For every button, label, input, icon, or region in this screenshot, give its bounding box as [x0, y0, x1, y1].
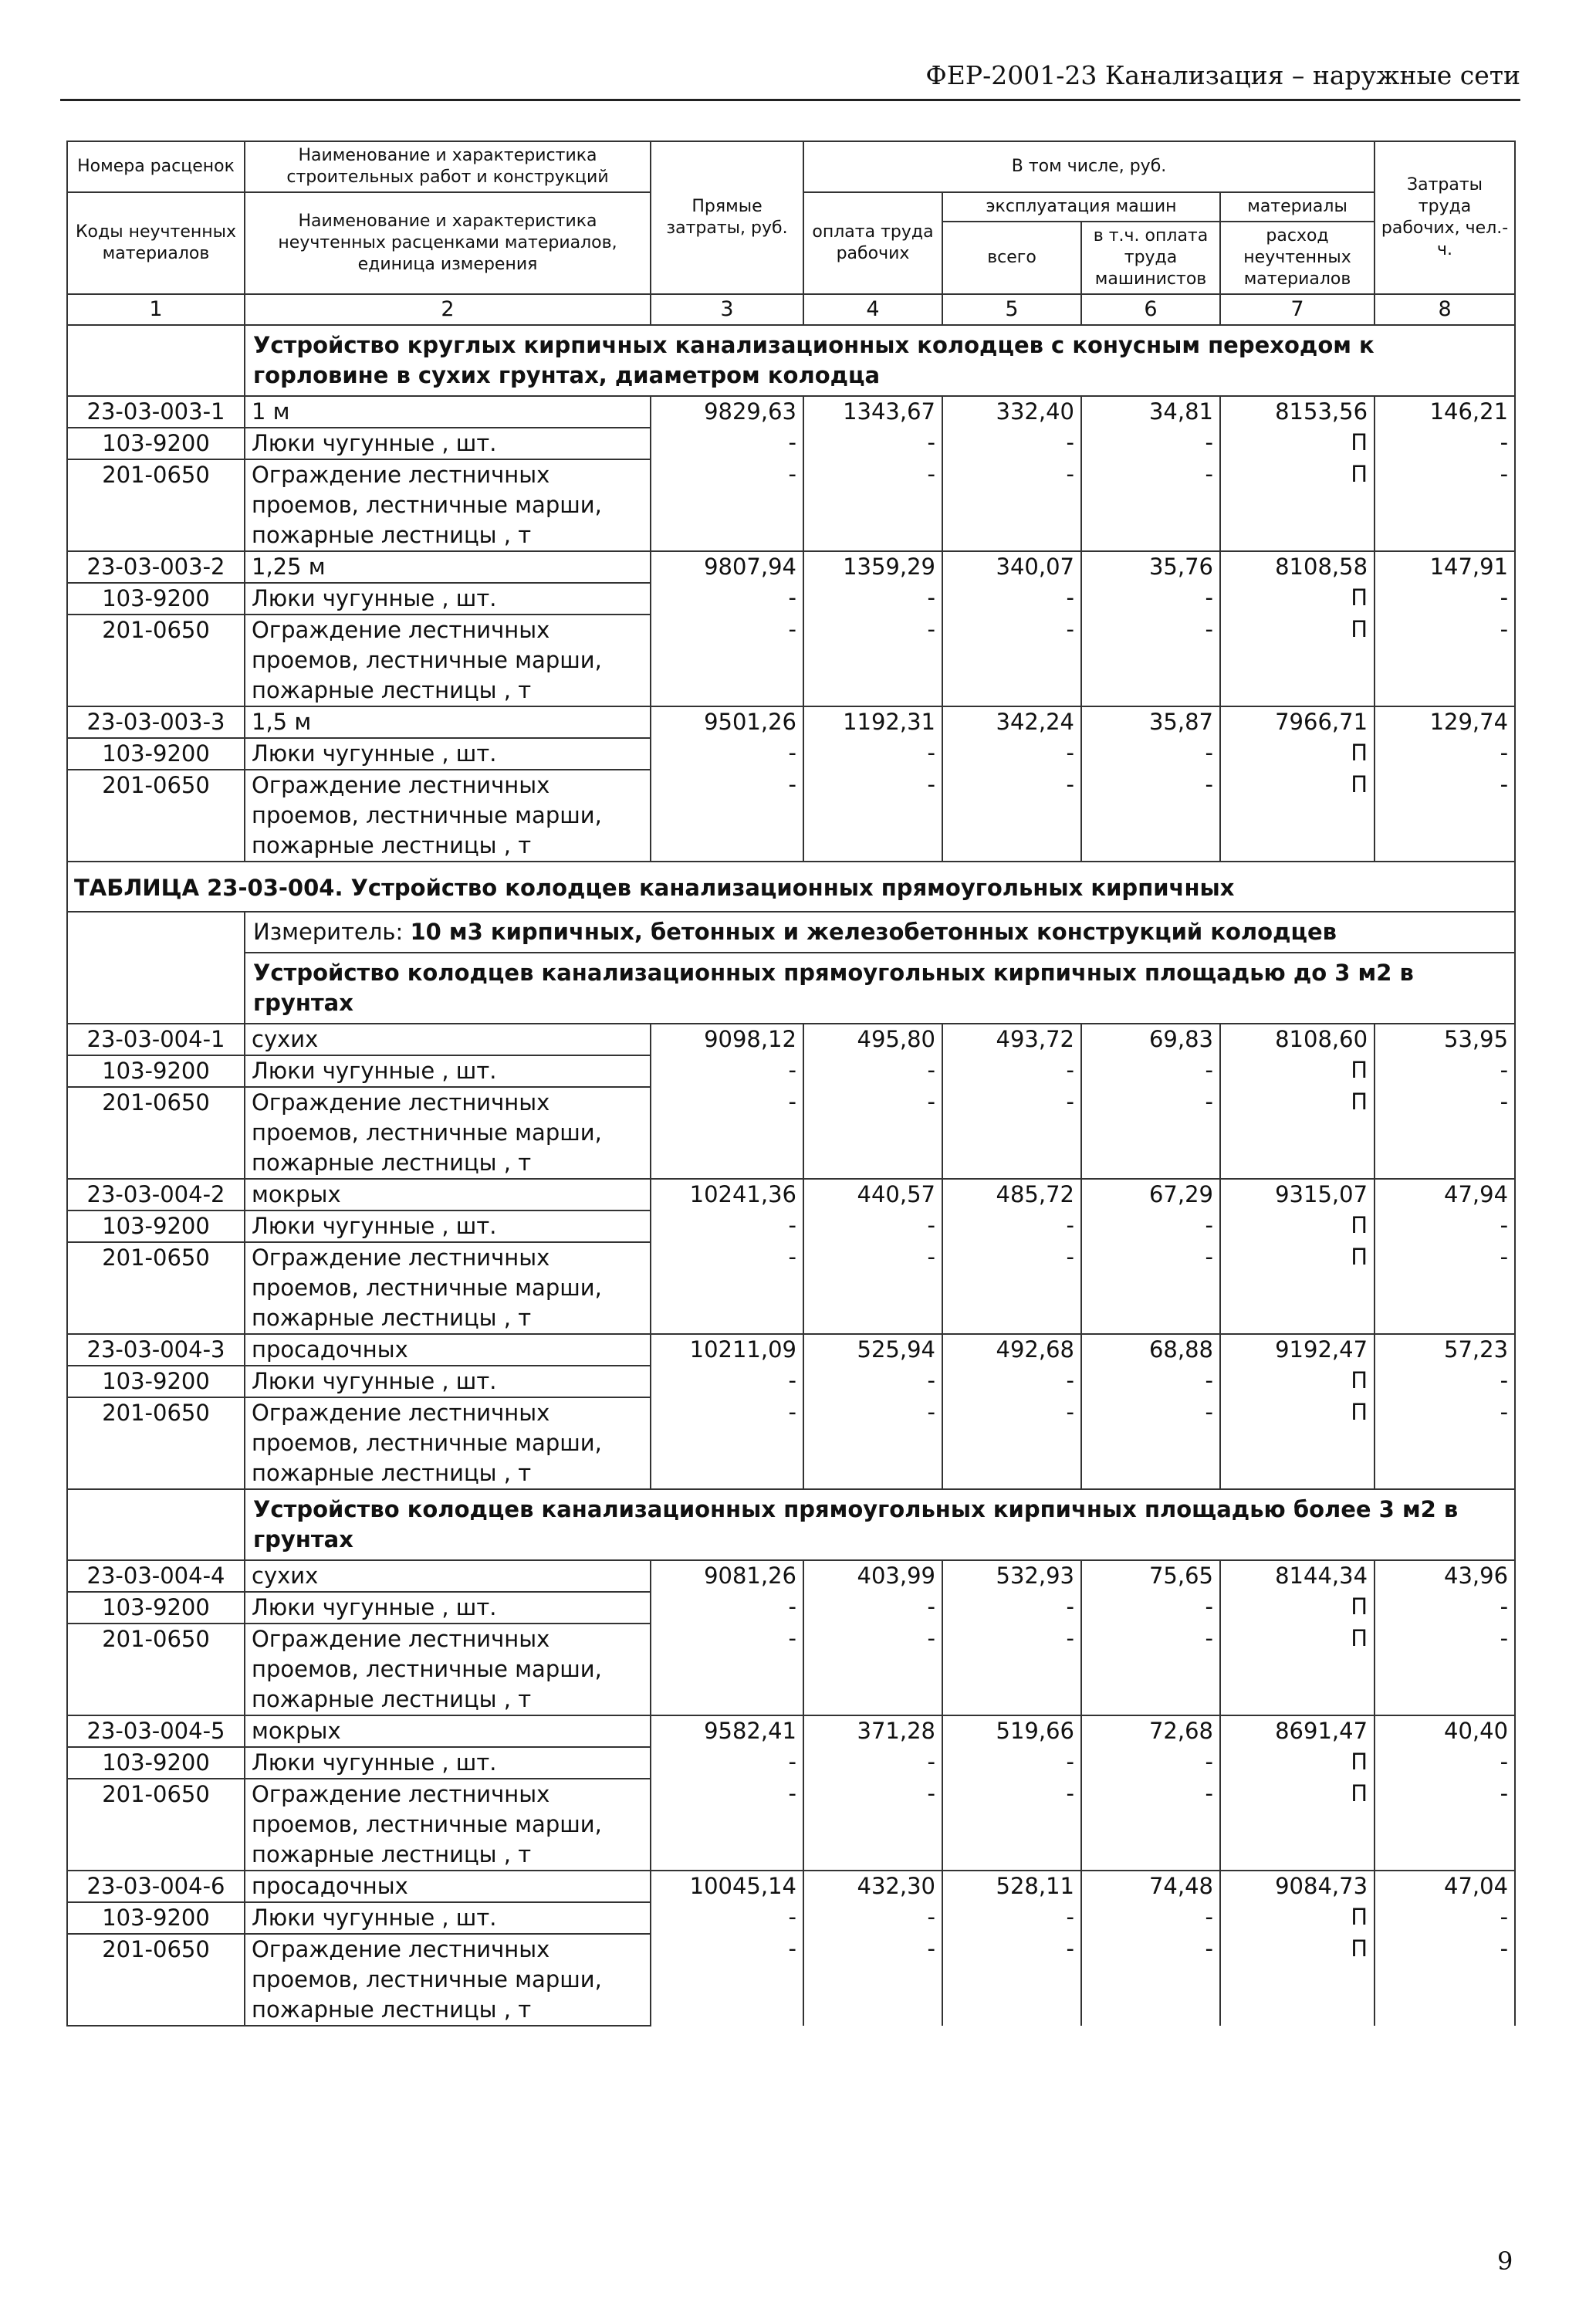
material-code: 103-9200 — [67, 1055, 245, 1087]
material-wages: - — [803, 738, 942, 770]
material-name: Люки чугунные , шт. — [245, 1592, 651, 1624]
material-machinist-wages: - — [1081, 615, 1220, 706]
rate-row — [67, 1871, 1515, 1902]
material-row — [67, 1934, 1515, 2026]
header-machines: эксплуатация машин — [942, 192, 1220, 222]
material-name: Ограждение лестничных проемов, лестничные марши, пожарные лестницы , т — [245, 770, 651, 862]
material-code: 201-0650 — [67, 615, 245, 706]
rate-code: 23-03-004-4 — [67, 1560, 245, 1592]
rate-value-c6: 74,48 — [1081, 1871, 1220, 1902]
material-labor: - — [1375, 1747, 1515, 1779]
material-labor: - — [1375, 1902, 1515, 1934]
rate-value-c5: 493,72 — [942, 1024, 1081, 1055]
material-row — [67, 1055, 1515, 1087]
material-labor: - — [1375, 583, 1515, 615]
material-machines-total: - — [942, 1747, 1081, 1779]
rate-row — [67, 1715, 1515, 1747]
rate-code: 23-03-003-1 — [67, 396, 245, 428]
rate-name: 1,5 м — [245, 706, 651, 738]
material-row — [67, 1210, 1515, 1242]
rate-value-c5: 485,72 — [942, 1179, 1081, 1210]
section-title: Устройство колодцев канализационных прямоугольных кирпичных площадью до 3 м2 в грунтах — [245, 953, 1515, 1024]
material-labor: - — [1375, 1366, 1515, 1397]
material-machines-total: - — [942, 1779, 1081, 1871]
rate-row — [67, 551, 1515, 583]
material-code: 201-0650 — [67, 1934, 245, 2026]
col-num-8: 8 — [1375, 294, 1515, 325]
material-mark: П — [1220, 1366, 1375, 1397]
header-codes: Номера расценок — [67, 141, 245, 192]
header-machines-total: всего — [942, 222, 1081, 294]
material-labor: - — [1375, 1055, 1515, 1087]
rate-value-c3: 9098,12 — [651, 1024, 803, 1055]
material-direct-cost: - — [651, 1624, 803, 1715]
material-machines-total: - — [942, 770, 1081, 862]
section-heading-row — [67, 1489, 1515, 1560]
rate-name: 1,25 м — [245, 551, 651, 583]
material-wages: - — [803, 615, 942, 706]
material-code: 103-9200 — [67, 428, 245, 459]
material-code: 103-9200 — [67, 1902, 245, 1934]
material-machinist-wages: - — [1081, 1779, 1220, 1871]
rate-row — [67, 396, 1515, 428]
material-mark: П — [1220, 1210, 1375, 1242]
rate-name: 1 м — [245, 396, 651, 428]
material-wages: - — [803, 1934, 942, 2026]
header-rule — [60, 99, 1520, 101]
material-row — [67, 583, 1515, 615]
material-wages: - — [803, 1366, 942, 1397]
measure-label: Измеритель: — [253, 919, 411, 945]
material-mark: П — [1220, 1902, 1375, 1934]
material-machinist-wages: - — [1081, 1242, 1220, 1334]
rate-value-c5: 532,93 — [942, 1560, 1081, 1592]
material-machinist-wages: - — [1081, 1934, 1220, 2026]
material-labor: - — [1375, 1779, 1515, 1871]
material-machines-total: - — [942, 1087, 1081, 1179]
col-num-2: 2 — [245, 294, 651, 325]
measure — [245, 912, 1515, 953]
material-machines-total: - — [942, 615, 1081, 706]
material-machines-total: - — [942, 1055, 1081, 1087]
rate-value-c3: 10045,14 — [651, 1871, 803, 1902]
material-name: Люки чугунные , шт. — [245, 1902, 651, 1934]
section-title: Устройство круглых кирпичных канализационных колодцев с конусным переходом к горловине в сухих грунтах, диаметром колодца — [245, 325, 1515, 396]
material-labor: - — [1375, 738, 1515, 770]
material-name: Ограждение лестничных проемов, лестничные марши, пожарные лестницы , т — [245, 1087, 651, 1179]
material-machinist-wages: - — [1081, 738, 1220, 770]
header-works: Наименование и характеристика строительных работ и конструкций — [245, 141, 651, 192]
material-direct-cost: - — [651, 738, 803, 770]
rate-value-c4: 1343,67 — [803, 396, 942, 428]
header-materials-name: Наименование и характеристика неучтенных расценками материалов, единица измерения — [245, 192, 651, 294]
rate-value-c7: 8691,47 — [1220, 1715, 1375, 1747]
col-num-4: 4 — [803, 294, 942, 325]
material-wages: - — [803, 459, 942, 551]
rate-value-c7: 9315,07 — [1220, 1179, 1375, 1210]
material-labor: - — [1375, 459, 1515, 551]
material-machines-total: - — [942, 1934, 1081, 2026]
material-code: 201-0650 — [67, 1397, 245, 1489]
header-direct-costs: Прямые затраты, руб. — [651, 141, 803, 294]
rate-value-c5: 528,11 — [942, 1871, 1081, 1902]
measure-value: 10 м3 кирпичных, бетонных и железобетонных конструкций колодцев — [410, 919, 1337, 945]
material-machinist-wages: - — [1081, 1210, 1220, 1242]
material-machines-total: - — [942, 1210, 1081, 1242]
material-mark: П — [1220, 1087, 1375, 1179]
material-code: 103-9200 — [67, 1747, 245, 1779]
rate-value-c8: 146,21 — [1375, 396, 1515, 428]
rate-value-c4: 1192,31 — [803, 706, 942, 738]
material-mark: П — [1220, 1055, 1375, 1087]
rate-value-c7: 9084,73 — [1220, 1871, 1375, 1902]
material-machines-total: - — [942, 428, 1081, 459]
rate-code: 23-03-004-1 — [67, 1024, 245, 1055]
rate-value-c4: 432,30 — [803, 1871, 942, 1902]
material-name: Ограждение лестничных проемов, лестничные марши, пожарные лестницы , т — [245, 615, 651, 706]
material-wages: - — [803, 1397, 942, 1489]
rate-value-c8: 47,04 — [1375, 1871, 1515, 1902]
material-row — [67, 615, 1515, 706]
material-mark: П — [1220, 1934, 1375, 2026]
material-machinist-wages: - — [1081, 1055, 1220, 1087]
material-direct-cost: - — [651, 1592, 803, 1624]
material-labor: - — [1375, 428, 1515, 459]
rate-value-c8: 53,95 — [1375, 1024, 1515, 1055]
main-content — [66, 141, 1514, 2026]
rate-value-c8: 147,91 — [1375, 551, 1515, 583]
material-direct-cost: - — [651, 1779, 803, 1871]
material-name: Люки чугунные , шт. — [245, 1210, 651, 1242]
material-row — [67, 1592, 1515, 1624]
rate-value-c3: 9501,26 — [651, 706, 803, 738]
price-table — [66, 141, 1516, 2026]
material-machinist-wages: - — [1081, 428, 1220, 459]
material-mark: П — [1220, 1624, 1375, 1715]
rate-value-c6: 72,68 — [1081, 1715, 1220, 1747]
material-machinist-wages: - — [1081, 583, 1220, 615]
material-wages: - — [803, 1210, 942, 1242]
material-direct-cost: - — [651, 1902, 803, 1934]
material-code: 103-9200 — [67, 1210, 245, 1242]
empty-cell — [67, 325, 245, 396]
rate-value-c8: 40,40 — [1375, 1715, 1515, 1747]
header-machinist-wages: в т.ч. оплата труда машинистов — [1081, 222, 1220, 294]
material-wages: - — [803, 428, 942, 459]
material-row — [67, 1397, 1515, 1489]
material-direct-cost: - — [651, 428, 803, 459]
material-direct-cost: - — [651, 459, 803, 551]
material-mark: П — [1220, 1242, 1375, 1334]
rate-value-c4: 403,99 — [803, 1560, 942, 1592]
material-machines-total: - — [942, 1242, 1081, 1334]
rate-value-c6: 34,81 — [1081, 396, 1220, 428]
material-wages: - — [803, 583, 942, 615]
material-labor: - — [1375, 1087, 1515, 1179]
rate-row — [67, 1334, 1515, 1366]
material-labor: - — [1375, 1592, 1515, 1624]
rate-value-c5: 492,68 — [942, 1334, 1081, 1366]
rate-value-c6: 35,76 — [1081, 551, 1220, 583]
rate-value-c4: 525,94 — [803, 1334, 942, 1366]
rate-name: просадочных — [245, 1871, 651, 1902]
rate-value-c3: 10241,36 — [651, 1179, 803, 1210]
material-row — [67, 459, 1515, 551]
rate-name: просадочных — [245, 1334, 651, 1366]
rate-value-c3: 9081,26 — [651, 1560, 803, 1592]
material-mark: П — [1220, 1779, 1375, 1871]
page-header: ФЕР-2001-23 Канализация – наружные сети — [925, 60, 1520, 90]
rate-value-c6: 69,83 — [1081, 1024, 1220, 1055]
material-mark: П — [1220, 1592, 1375, 1624]
material-direct-cost: - — [651, 1934, 803, 2026]
material-name: Ограждение лестничных проемов, лестничные марши, пожарные лестницы , т — [245, 1624, 651, 1715]
material-row — [67, 1779, 1515, 1871]
material-machines-total: - — [942, 738, 1081, 770]
material-name: Ограждение лестничных проемов, лестничные марши, пожарные лестницы , т — [245, 459, 651, 551]
rate-value-c4: 1359,29 — [803, 551, 942, 583]
material-name: Ограждение лестничных проемов, лестничные марши, пожарные лестницы , т — [245, 1397, 651, 1489]
material-row — [67, 1624, 1515, 1715]
material-machinist-wages: - — [1081, 1624, 1220, 1715]
rate-row — [67, 1179, 1515, 1210]
section-heading-row — [67, 953, 1515, 1024]
section-title: Устройство колодцев канализационных прямоугольных кирпичных площадью более 3 м2 в грунтах — [245, 1489, 1515, 1560]
material-machines-total: - — [942, 459, 1081, 551]
material-machinist-wages: - — [1081, 459, 1220, 551]
material-mark: П — [1220, 1397, 1375, 1489]
material-wages: - — [803, 1624, 942, 1715]
section-heading-row — [67, 325, 1515, 396]
material-code: 103-9200 — [67, 583, 245, 615]
material-row — [67, 1747, 1515, 1779]
material-labor: - — [1375, 770, 1515, 862]
header-row-1 — [67, 141, 1515, 192]
material-wages: - — [803, 1747, 942, 1779]
material-machines-total: - — [942, 1366, 1081, 1397]
material-wages: - — [803, 1055, 942, 1087]
rate-code: 23-03-004-5 — [67, 1715, 245, 1747]
rate-code: 23-03-004-6 — [67, 1871, 245, 1902]
material-mark: П — [1220, 459, 1375, 551]
rate-value-c3: 9582,41 — [651, 1715, 803, 1747]
rate-name: сухих — [245, 1024, 651, 1055]
rate-value-c5: 519,66 — [942, 1715, 1081, 1747]
rate-row — [67, 1024, 1515, 1055]
material-row — [67, 1242, 1515, 1334]
rate-row — [67, 706, 1515, 738]
rate-value-c7: 7966,71 — [1220, 706, 1375, 738]
material-name: Люки чугунные , шт. — [245, 1747, 651, 1779]
rate-code: 23-03-004-2 — [67, 1179, 245, 1210]
material-wages: - — [803, 1242, 942, 1334]
rate-value-c5: 332,40 — [942, 396, 1081, 428]
rate-value-c3: 10211,09 — [651, 1334, 803, 1366]
material-code: 201-0650 — [67, 1624, 245, 1715]
material-machinist-wages: - — [1081, 1902, 1220, 1934]
material-labor: - — [1375, 1934, 1515, 2026]
material-code: 201-0650 — [67, 1242, 245, 1334]
rate-value-c6: 67,29 — [1081, 1179, 1220, 1210]
col-num-3: 3 — [651, 294, 803, 325]
material-wages: - — [803, 1592, 942, 1624]
material-row — [67, 1902, 1515, 1934]
rate-name: мокрых — [245, 1715, 651, 1747]
rate-row — [67, 1560, 1515, 1592]
material-mark: П — [1220, 615, 1375, 706]
rate-value-c8: 57,23 — [1375, 1334, 1515, 1366]
material-code: 201-0650 — [67, 459, 245, 551]
material-direct-cost: - — [651, 615, 803, 706]
material-direct-cost: - — [651, 1747, 803, 1779]
material-code: 103-9200 — [67, 1592, 245, 1624]
material-direct-cost: - — [651, 583, 803, 615]
rate-value-c6: 35,87 — [1081, 706, 1220, 738]
material-name: Люки чугунные , шт. — [245, 738, 651, 770]
material-code: 103-9200 — [67, 1366, 245, 1397]
material-name: Люки чугунные , шт. — [245, 1055, 651, 1087]
rate-value-c7: 9192,47 — [1220, 1334, 1375, 1366]
rate-name: сухих — [245, 1560, 651, 1592]
header-material-codes: Коды неучтенных материалов — [67, 192, 245, 294]
material-machines-total: - — [942, 1397, 1081, 1489]
material-direct-cost: - — [651, 1087, 803, 1179]
material-row — [67, 1087, 1515, 1179]
rate-name: мокрых — [245, 1179, 651, 1210]
material-machines-total: - — [942, 1902, 1081, 1934]
material-machinist-wages: - — [1081, 1366, 1220, 1397]
col-num-5: 5 — [942, 294, 1081, 325]
material-name: Люки чугунные , шт. — [245, 428, 651, 459]
material-wages: - — [803, 1902, 942, 1934]
material-wages: - — [803, 1779, 942, 1871]
material-machines-total: - — [942, 1624, 1081, 1715]
col-num-1: 1 — [67, 294, 245, 325]
material-labor: - — [1375, 1624, 1515, 1715]
rate-value-c5: 342,24 — [942, 706, 1081, 738]
rate-value-c5: 340,07 — [942, 551, 1081, 583]
header-including: В том числе, руб. — [803, 141, 1375, 192]
rate-value-c8: 129,74 — [1375, 706, 1515, 738]
rate-value-c6: 75,65 — [1081, 1560, 1220, 1592]
material-direct-cost: - — [651, 770, 803, 862]
rate-value-c7: 8153,56 — [1220, 396, 1375, 428]
table-title: ТАБЛИЦА 23-03-004. Устройство колодцев канализационных прямоугольных кирпичных — [67, 862, 1515, 912]
rate-value-c8: 43,96 — [1375, 1560, 1515, 1592]
material-labor: - — [1375, 1242, 1515, 1334]
empty-cell — [67, 1489, 245, 1560]
measure-row — [67, 912, 1515, 953]
material-machinist-wages: - — [1081, 770, 1220, 862]
rate-value-c3: 9807,94 — [651, 551, 803, 583]
rate-value-c7: 8108,58 — [1220, 551, 1375, 583]
page-number: 9 — [1497, 2247, 1513, 2276]
material-wages: - — [803, 1087, 942, 1179]
rate-value-c7: 8144,34 — [1220, 1560, 1375, 1592]
material-mark: П — [1220, 738, 1375, 770]
material-direct-cost: - — [651, 1242, 803, 1334]
rate-value-c8: 47,94 — [1375, 1179, 1515, 1210]
rate-code: 23-03-003-2 — [67, 551, 245, 583]
material-code: 103-9200 — [67, 738, 245, 770]
empty-cell — [67, 953, 245, 1024]
material-code: 201-0650 — [67, 1779, 245, 1871]
material-name: Ограждение лестничных проемов, лестничные марши, пожарные лестницы , т — [245, 1242, 651, 1334]
col-num-7: 7 — [1220, 294, 1375, 325]
material-name: Ограждение лестничных проемов, лестничные марши, пожарные лестницы , т — [245, 1779, 651, 1871]
material-direct-cost: - — [651, 1055, 803, 1087]
rate-code: 23-03-004-3 — [67, 1334, 245, 1366]
rate-value-c3: 9829,63 — [651, 396, 803, 428]
material-mark: П — [1220, 583, 1375, 615]
material-labor: - — [1375, 1397, 1515, 1489]
material-mark: П — [1220, 428, 1375, 459]
material-labor: - — [1375, 615, 1515, 706]
empty-cell — [67, 912, 245, 953]
material-machinist-wages: - — [1081, 1397, 1220, 1489]
rate-value-c4: 371,28 — [803, 1715, 942, 1747]
material-machinist-wages: - — [1081, 1747, 1220, 1779]
material-mark: П — [1220, 770, 1375, 862]
material-row — [67, 770, 1515, 862]
material-machinist-wages: - — [1081, 1592, 1220, 1624]
material-code: 201-0650 — [67, 1087, 245, 1179]
material-name: Люки чугунные , шт. — [245, 583, 651, 615]
material-direct-cost: - — [651, 1366, 803, 1397]
material-direct-cost: - — [651, 1210, 803, 1242]
material-machines-total: - — [942, 583, 1081, 615]
material-name: Ограждение лестничных проемов, лестничные марши, пожарные лестницы , т — [245, 1934, 651, 2026]
header-wages: оплата труда рабочих — [803, 192, 942, 294]
rate-value-c4: 440,57 — [803, 1179, 942, 1210]
material-mark: П — [1220, 1747, 1375, 1779]
material-row — [67, 428, 1515, 459]
material-machinist-wages: - — [1081, 1087, 1220, 1179]
table-title-row — [67, 862, 1515, 912]
rate-code: 23-03-003-3 — [67, 706, 245, 738]
header-material-consumption: расход неучтенных материалов — [1220, 222, 1375, 294]
material-labor: - — [1375, 1210, 1515, 1242]
material-direct-cost: - — [651, 1397, 803, 1489]
column-numbers-row — [67, 294, 1515, 325]
material-row — [67, 1366, 1515, 1397]
header-materials: материалы — [1220, 192, 1375, 222]
rate-value-c7: 8108,60 — [1220, 1024, 1375, 1055]
header-labor-hours: Затраты труда рабочих, чел.-ч. — [1375, 141, 1515, 294]
rate-value-c6: 68,88 — [1081, 1334, 1220, 1366]
material-wages: - — [803, 770, 942, 862]
material-row — [67, 738, 1515, 770]
material-name: Люки чугунные , шт. — [245, 1366, 651, 1397]
rate-value-c4: 495,80 — [803, 1024, 942, 1055]
material-code: 201-0650 — [67, 770, 245, 862]
material-machines-total: - — [942, 1592, 1081, 1624]
col-num-6: 6 — [1081, 294, 1220, 325]
